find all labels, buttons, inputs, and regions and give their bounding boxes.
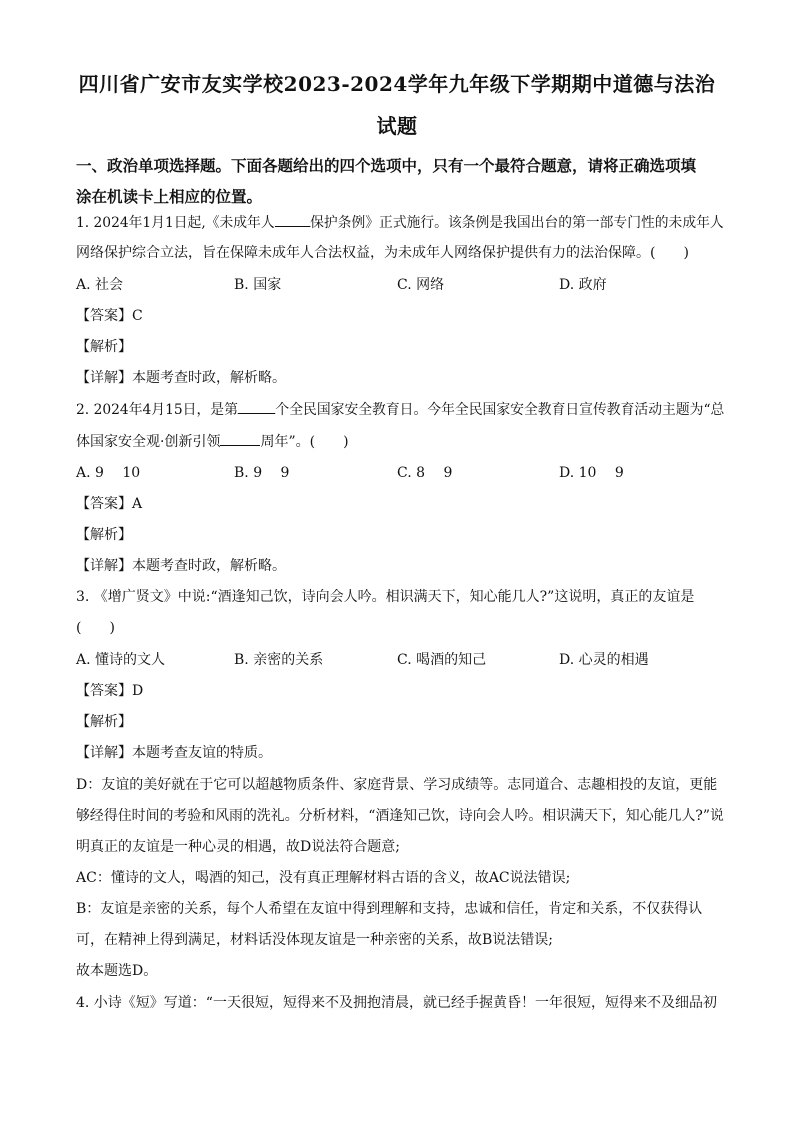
q2-stem-line-2 [76,431,349,452]
q1-stem-line-1 [76,212,724,233]
q1-analysis-label: 【解析】 [76,339,132,355]
q3-body-line: 明真正的友谊是一种心灵的相遇，故D说法符合题意; [76,839,400,855]
q3-answer: 【答案】D [76,683,144,699]
q3-body-line: 故本题选D。 [76,963,158,979]
q1-option-c: C. 网络 [397,277,445,293]
q3-body-line: AC：懂诗的文人，喝酒的知己，没有真正理解材料古语的含义，故AC说法错误; [76,870,571,886]
q2-stem-part-c: 体国家安全观·创新引领 [76,434,221,450]
q2-option-d: D. 10 9 [559,465,624,481]
q3-body-line: B：友谊是亲密的关系，每个人希望在友谊中得到理解和支持，忠诚和信任，肯定和关系，不仅获得认 [76,901,703,917]
document-title-line-1: 四川省广安市友实学校2023-2024学年九年级下学期期中道德与法治 [78,72,716,96]
q1-stem-line-2: 网络保护综合立法，旨在保障未成年人合法权益，为未成年人网络保护提供有力的法治保障。( ) [76,245,689,261]
q3-body-line: 可，在精神上得到满足，材料话没体现友谊是一种亲密的关系，故B说法错误; [76,932,554,948]
q3-analysis-label: 【解析】 [76,714,132,730]
section-heading [76,150,726,212]
q2-answer: 【答案】A [76,496,143,512]
q4-stem-line-1: 4. 小诗《短》写道：“一天很短，短得来不及拥抱清晨，就已经手握黄昏！一年很短，短得来不及细品初 [76,995,717,1011]
section-heading-line-1: 一、政治单项选择题。下面各题给出的四个选项中，只有一个最符合题意，请将正确选项填 [76,156,697,175]
q2-stem-part-d: 周年”。( ) [260,434,349,450]
q1-stem-part-a: 1. 2024年1月1日起,《未成年人 [76,215,275,231]
q2-blank-2 [220,431,260,446]
q3-option-a: A. 懂诗的文人 [76,652,166,668]
q3-option-c: C. 喝酒的知己 [397,652,487,668]
q1-option-a: A. 社会 [76,277,124,293]
q2-detail: 【详解】本题考查时政，解析略。 [76,558,286,574]
q3-body-line: 够经得住时间的考验和风雨的洗礼。分析材料，“酒逢知己饮，诗向会人吟。相识满天下，知心能几人?”说 [76,808,724,824]
q1-blank [275,212,310,227]
q1-answer: 【答案】C [76,308,143,324]
q1-detail: 【详解】本题考查时政，解析略。 [76,370,286,386]
q3-stem-line-2: ( ) [76,620,115,636]
q1-stem-part-b: 保护条例》正式施行。该条例是我国出台的第一部专门性的未成年人 [310,215,724,231]
q3-body-line: D：友谊的美好就在于它可以超越物质条件、家庭背景、学习成绩等。志同道合、志趣相投的友谊，更能 [76,777,718,793]
q2-stem-line-1 [76,399,724,420]
q2-blank-1 [238,399,275,414]
q2-stem-part-a: 2. 2024年4月15日，是第 [76,402,238,418]
q2-option-c: C. 8 9 [397,465,453,481]
q1-option-d: D. 政府 [559,277,607,293]
q3-option-d: D. 心灵的相遇 [559,652,649,668]
q2-option-b: B. 9 9 [234,465,290,481]
q2-option-a: A. 9 10 [76,465,141,481]
q2-stem-part-b: 个全民国家安全教育日。今年全民国家安全教育日宣传教育活动主题为“总 [275,402,725,418]
q1-option-b: B. 国家 [234,277,282,293]
document-title-line-2: 试题 [376,114,418,138]
q3-detail: 【详解】本题考查友谊的特质。 [76,745,272,761]
section-heading-line-2: 涂在机读卡上相应的位置。 [76,187,263,206]
q3-stem-line-1: 3. 《增广贤文》中说:“酒逢知己饮，诗向会人吟。相识满天下，知心能几人?”这说明，真正的友谊是 [76,589,695,605]
q3-option-b: B. 亲密的关系 [234,652,324,668]
q2-analysis-label: 【解析】 [76,527,132,543]
